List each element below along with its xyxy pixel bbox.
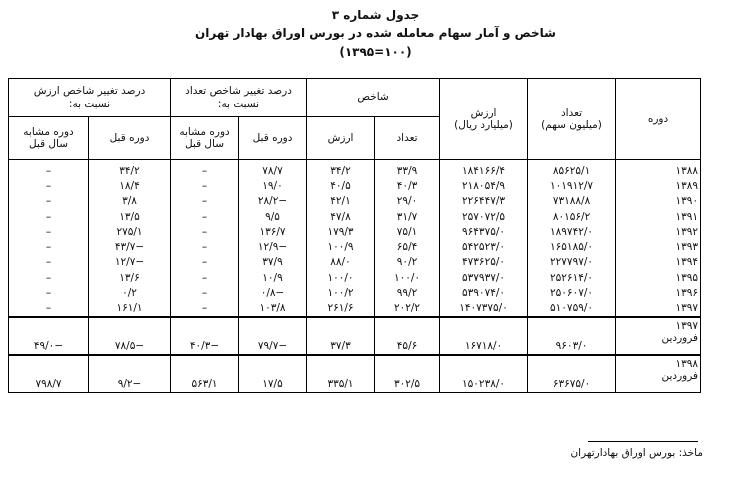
value-cell: ۵۴۲۵۲۳/۰ xyxy=(440,239,528,254)
table-row xyxy=(9,355,701,393)
value-cell: ۵۳۷۹۳۷/۰ xyxy=(440,270,528,285)
table-row xyxy=(9,301,701,317)
change-count-prev-cell: −۱۲/۹ xyxy=(239,239,307,254)
index-value-cell: ۳۷/۳ xyxy=(307,317,375,355)
change-value-prev-cell: −۷۸/۵ xyxy=(89,317,171,355)
change-count-prev-cell: ۱۰/۹ xyxy=(239,270,307,285)
change-value-same-cell: – xyxy=(9,209,89,224)
table-row xyxy=(9,194,701,209)
table-number: جدول شماره ۳ xyxy=(331,8,420,22)
index-header: شاخص xyxy=(307,79,440,117)
period-cell: ۱۳۹۴ xyxy=(616,255,701,270)
change-count-prev-cell: ۱۳۶/۷ xyxy=(239,224,307,239)
index-count-cell: ۱۰۰/۰ xyxy=(375,270,440,285)
change-value-prev-cell: ۱۳/۵ xyxy=(89,209,171,224)
stats-table xyxy=(8,78,701,393)
value-cell: ۲۱۸۰۵۴/۹ xyxy=(440,178,528,193)
value-cell: ۲۵۷۰۷۲/۵ xyxy=(440,209,528,224)
index-count-cell: ۹۰/۲ xyxy=(375,255,440,270)
value-cell: ۲۲۶۴۴۷/۳ xyxy=(440,194,528,209)
index-count-cell: ۴۵/۶ xyxy=(375,317,440,355)
count-cell: ۱۰۱۹۱۲/۷ xyxy=(528,178,616,193)
change-count-prev-cell: −۲۸/۲ xyxy=(239,194,307,209)
index-count-cell: ۳۰۲/۵ xyxy=(375,355,440,393)
change-count-prev-cell: ۳۷/۹ xyxy=(239,255,307,270)
change-count-prev-cell: ۱۹/۰ xyxy=(239,178,307,193)
change-count-prev-cell: ۱۰۳/۸ xyxy=(239,301,307,317)
table-row xyxy=(9,239,701,254)
index-value-cell: ۳۳۵/۱ xyxy=(307,355,375,393)
change-value-prev-cell: ۱۶۱/۱ xyxy=(89,301,171,317)
index-count-cell: ۴۰/۳ xyxy=(375,178,440,193)
source-note: ماخذ: بورس اوراق بهادارتهران xyxy=(570,447,703,459)
index-count-cell: ۳۳/۹ xyxy=(375,160,440,179)
change-value-same-cell: −۴۹/۰ xyxy=(9,317,89,355)
count-header: تعداد (میلیون سهم) xyxy=(528,79,616,160)
table-row xyxy=(9,270,701,285)
change-value-same-cell: – xyxy=(9,270,89,285)
period-cell: ۱۳۹۳ xyxy=(616,239,701,254)
period-cell: ۱۳۹۲ xyxy=(616,224,701,239)
change-count-header: درصد تغییر شاخص تعداد نسبت به: xyxy=(171,79,307,117)
index-count-cell: ۲۹/۰ xyxy=(375,194,440,209)
change-value-prev-cell: −۴۳/۷ xyxy=(89,239,171,254)
change-value-same-cell: ۷۹۸/۷ xyxy=(9,355,89,393)
count-cell: ۸۰۱۵۶/۲ xyxy=(528,209,616,224)
value-cell: ۹۶۴۳۷۵/۰ xyxy=(440,224,528,239)
period-header: دوره xyxy=(616,79,701,160)
count-cell: ۷۳۱۸۸/۸ xyxy=(528,194,616,209)
index-value-cell: ۳۴/۲ xyxy=(307,160,375,179)
period-cell: ۱۳۹۱ xyxy=(616,209,701,224)
count-prev-header: دوره قبل xyxy=(239,117,307,160)
index-count-cell: ۷۵/۱ xyxy=(375,224,440,239)
change-count-prev-cell: ۹/۵ xyxy=(239,209,307,224)
index-count-cell: ۲۰۲/۲ xyxy=(375,301,440,317)
table-row xyxy=(9,317,701,355)
period-cell: ۱۳۹۷ xyxy=(616,301,701,317)
change-count-same-cell: – xyxy=(171,160,239,179)
value-cell: ۱۵۰۲۳۸/۰ xyxy=(440,355,528,393)
index-value-cell: ۱۷۹/۳ xyxy=(307,224,375,239)
change-value-prev-cell: ۰/۲ xyxy=(89,285,171,300)
change-count-same-cell: – xyxy=(171,209,239,224)
value-same-header: دوره مشابه سال قبل xyxy=(9,117,89,160)
change-value-header: درصد تغییر شاخص ارزش نسبت به: xyxy=(9,79,171,117)
index-value-cell: ۸۸/۰ xyxy=(307,255,375,270)
change-value-same-cell: – xyxy=(9,160,89,179)
change-value-prev-cell: −۹/۲ xyxy=(89,355,171,393)
count-cell: ۹۶۰۳/۰ xyxy=(528,317,616,355)
change-value-prev-cell: ۱۸/۴ xyxy=(89,178,171,193)
change-count-prev-cell: ۷۸/۷ xyxy=(239,160,307,179)
value-prev-header: دوره قبل xyxy=(89,117,171,160)
table-row xyxy=(9,160,701,179)
count-cell: ۵۱۰۷۵۹/۰ xyxy=(528,301,616,317)
index-value-cell: ۱۰۰/۹ xyxy=(307,239,375,254)
change-value-same-cell: – xyxy=(9,301,89,317)
value-cell: ۱۴۰۷۳۷۵/۰ xyxy=(440,301,528,317)
source-divider xyxy=(588,441,698,442)
change-count-same-cell: – xyxy=(171,178,239,193)
change-count-same-cell: – xyxy=(171,255,239,270)
change-count-same-cell: – xyxy=(171,194,239,209)
table-row xyxy=(9,209,701,224)
index-count-cell: ۹۹/۲ xyxy=(375,285,440,300)
value-cell: ۱۶۷۱۸/۰ xyxy=(440,317,528,355)
index-count-header: تعداد xyxy=(375,117,440,160)
count-cell: ۱۸۹۷۴۲/۰ xyxy=(528,224,616,239)
change-count-prev-cell: −۷۹/۷ xyxy=(239,317,307,355)
count-cell: ۲۲۷۷۹۷/۰ xyxy=(528,255,616,270)
table-row xyxy=(9,178,701,193)
change-value-same-cell: – xyxy=(9,255,89,270)
index-count-cell: ۶۵/۴ xyxy=(375,239,440,254)
period-cell: ۱۳۸۸ xyxy=(616,160,701,179)
index-value-cell: ۲۶۱/۶ xyxy=(307,301,375,317)
count-cell: ۶۳۶۷۵/۰ xyxy=(528,355,616,393)
change-count-same-cell: – xyxy=(171,239,239,254)
change-value-prev-cell: ۳۴/۲ xyxy=(89,160,171,179)
change-count-same-cell: – xyxy=(171,270,239,285)
index-value-cell: ۱۰۰/۲ xyxy=(307,285,375,300)
table-row xyxy=(9,285,701,300)
change-value-prev-cell: ۲۷۵/۱ xyxy=(89,224,171,239)
index-value-cell: ۴۷/۸ xyxy=(307,209,375,224)
change-count-same-cell: ۵۶۳/۱ xyxy=(171,355,239,393)
period-cell: ۱۳۹۸ فروردین xyxy=(616,355,701,393)
table-row xyxy=(9,224,701,239)
change-count-same-cell: −۴۰/۳ xyxy=(171,317,239,355)
change-count-same-cell: – xyxy=(171,285,239,300)
change-value-prev-cell: ۱۳/۶ xyxy=(89,270,171,285)
value-cell: ۱۸۴۱۶۶/۴ xyxy=(440,160,528,179)
change-count-same-cell: – xyxy=(171,301,239,317)
count-cell: ۸۵۶۲۵/۱ xyxy=(528,160,616,179)
table-base-year: (۱۰۰=۱۳۹۵) xyxy=(339,45,412,59)
change-value-prev-cell: ۳/۸ xyxy=(89,194,171,209)
change-value-same-cell: – xyxy=(9,224,89,239)
value-header: ارزش (میلیارد ریال) xyxy=(440,79,528,160)
index-value-cell: ۱۰۰/۰ xyxy=(307,270,375,285)
change-count-same-cell: – xyxy=(171,224,239,239)
count-cell: ۱۶۵۱۸۵/۰ xyxy=(528,239,616,254)
change-value-same-cell: – xyxy=(9,178,89,193)
count-same-header: دوره مشابه سال قبل xyxy=(171,117,239,160)
change-count-prev-cell: −۰/۸ xyxy=(239,285,307,300)
value-cell: ۴۷۳۶۲۵/۰ xyxy=(440,255,528,270)
index-value-header: ارزش xyxy=(307,117,375,160)
period-cell: ۱۳۹۰ xyxy=(616,194,701,209)
value-cell: ۵۳۹۰۷۴/۰ xyxy=(440,285,528,300)
period-cell: ۱۳۹۶ xyxy=(616,285,701,300)
change-value-same-cell: – xyxy=(9,194,89,209)
period-cell: ۱۳۹۵ xyxy=(616,270,701,285)
index-value-cell: ۴۰/۵ xyxy=(307,178,375,193)
period-cell: ۱۳۸۹ xyxy=(616,178,701,193)
table-row xyxy=(9,255,701,270)
change-value-same-cell: – xyxy=(9,239,89,254)
change-count-prev-cell: ۱۷/۵ xyxy=(239,355,307,393)
index-value-cell: ۴۲/۱ xyxy=(307,194,375,209)
count-cell: ۲۵۰۶۰۷/۰ xyxy=(528,285,616,300)
count-cell: ۲۵۲۶۱۴/۰ xyxy=(528,270,616,285)
period-cell: ۱۳۹۷ فروردین xyxy=(616,317,701,355)
index-count-cell: ۳۱/۷ xyxy=(375,209,440,224)
table-title: شاخص و آمار سهام معامله شده در بورس اوراق بهادار تهران xyxy=(195,26,556,40)
change-value-same-cell: – xyxy=(9,285,89,300)
change-value-prev-cell: −۱۲/۷ xyxy=(89,255,171,270)
